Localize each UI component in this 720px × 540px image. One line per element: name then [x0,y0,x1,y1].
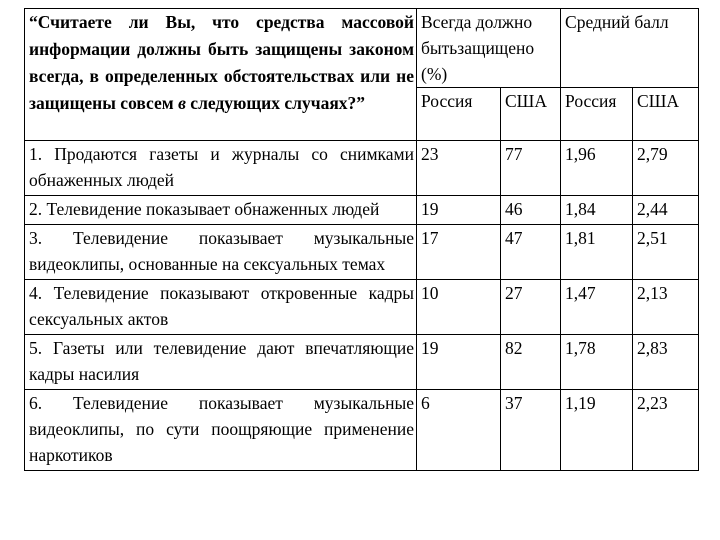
row-question: 3. Телевидение показывает музыкальные видеоклипы, основанные на сексуальных темах [25,225,417,280]
row-always-usa: 82 [501,335,561,390]
table-row [25,335,699,390]
row-question: 6. Телевидение показывает музыкальные видеоклипы, по сути поощряющие применение наркотиков [25,390,417,471]
survey-table [24,8,699,471]
row-always-usa: 77 [501,141,561,196]
subheader-russia-always: Россия [417,88,501,141]
row-avg-russia: 1,78 [561,335,633,390]
row-avg-usa: 2,51 [633,225,699,280]
row-always-russia: 10 [417,280,501,335]
row-always-russia: 19 [417,335,501,390]
subheader-russia-average: Россия [561,88,633,141]
table-row [25,141,699,196]
header-row [25,9,699,88]
row-avg-usa: 2,79 [633,141,699,196]
row-question: 1. Продаются газеты и журналы со снимками обнаженных людей [25,141,417,196]
row-question: 5. Газеты или телевидение дают впечатляющие кадры насилия [25,335,417,390]
row-avg-usa: 2,13 [633,280,699,335]
row-always-usa: 27 [501,280,561,335]
row-avg-russia: 1,84 [561,196,633,225]
row-avg-russia: 1,96 [561,141,633,196]
average-score-header: Средний балл [561,9,699,88]
row-avg-russia: 1,47 [561,280,633,335]
row-avg-russia: 1,81 [561,225,633,280]
row-always-russia: 19 [417,196,501,225]
row-question: 4. Телевидение показывают откровенные кадры сексуальных актов [25,280,417,335]
row-question: 2. Телевидение показывает обнаженных людей [25,196,417,225]
table-row [25,280,699,335]
question-header-italic: в [178,93,186,113]
question-header-cell [25,9,417,141]
row-always-russia: 23 [417,141,501,196]
table-row [25,225,699,280]
row-avg-usa: 2,44 [633,196,699,225]
subheader-usa-average: США [633,88,699,141]
table-row [25,196,699,225]
row-avg-russia: 1,19 [561,390,633,471]
row-always-russia: 6 [417,390,501,471]
row-always-russia: 17 [417,225,501,280]
question-header-text: “Считаете ли Вы, что средства массовой информации должны быть защищены законом всегда, в определенных обстоятельствах или не защищены совсем [29,12,414,113]
row-always-usa: 37 [501,390,561,471]
row-always-usa: 46 [501,196,561,225]
always-protected-header: Всегда должно бытьзащищено (%) [417,9,561,88]
row-avg-usa: 2,23 [633,390,699,471]
row-always-usa: 47 [501,225,561,280]
table-row [25,390,699,471]
question-header-tail: следующих случаях?” [185,93,366,113]
row-avg-usa: 2,83 [633,335,699,390]
subheader-usa-always: США [501,88,561,141]
